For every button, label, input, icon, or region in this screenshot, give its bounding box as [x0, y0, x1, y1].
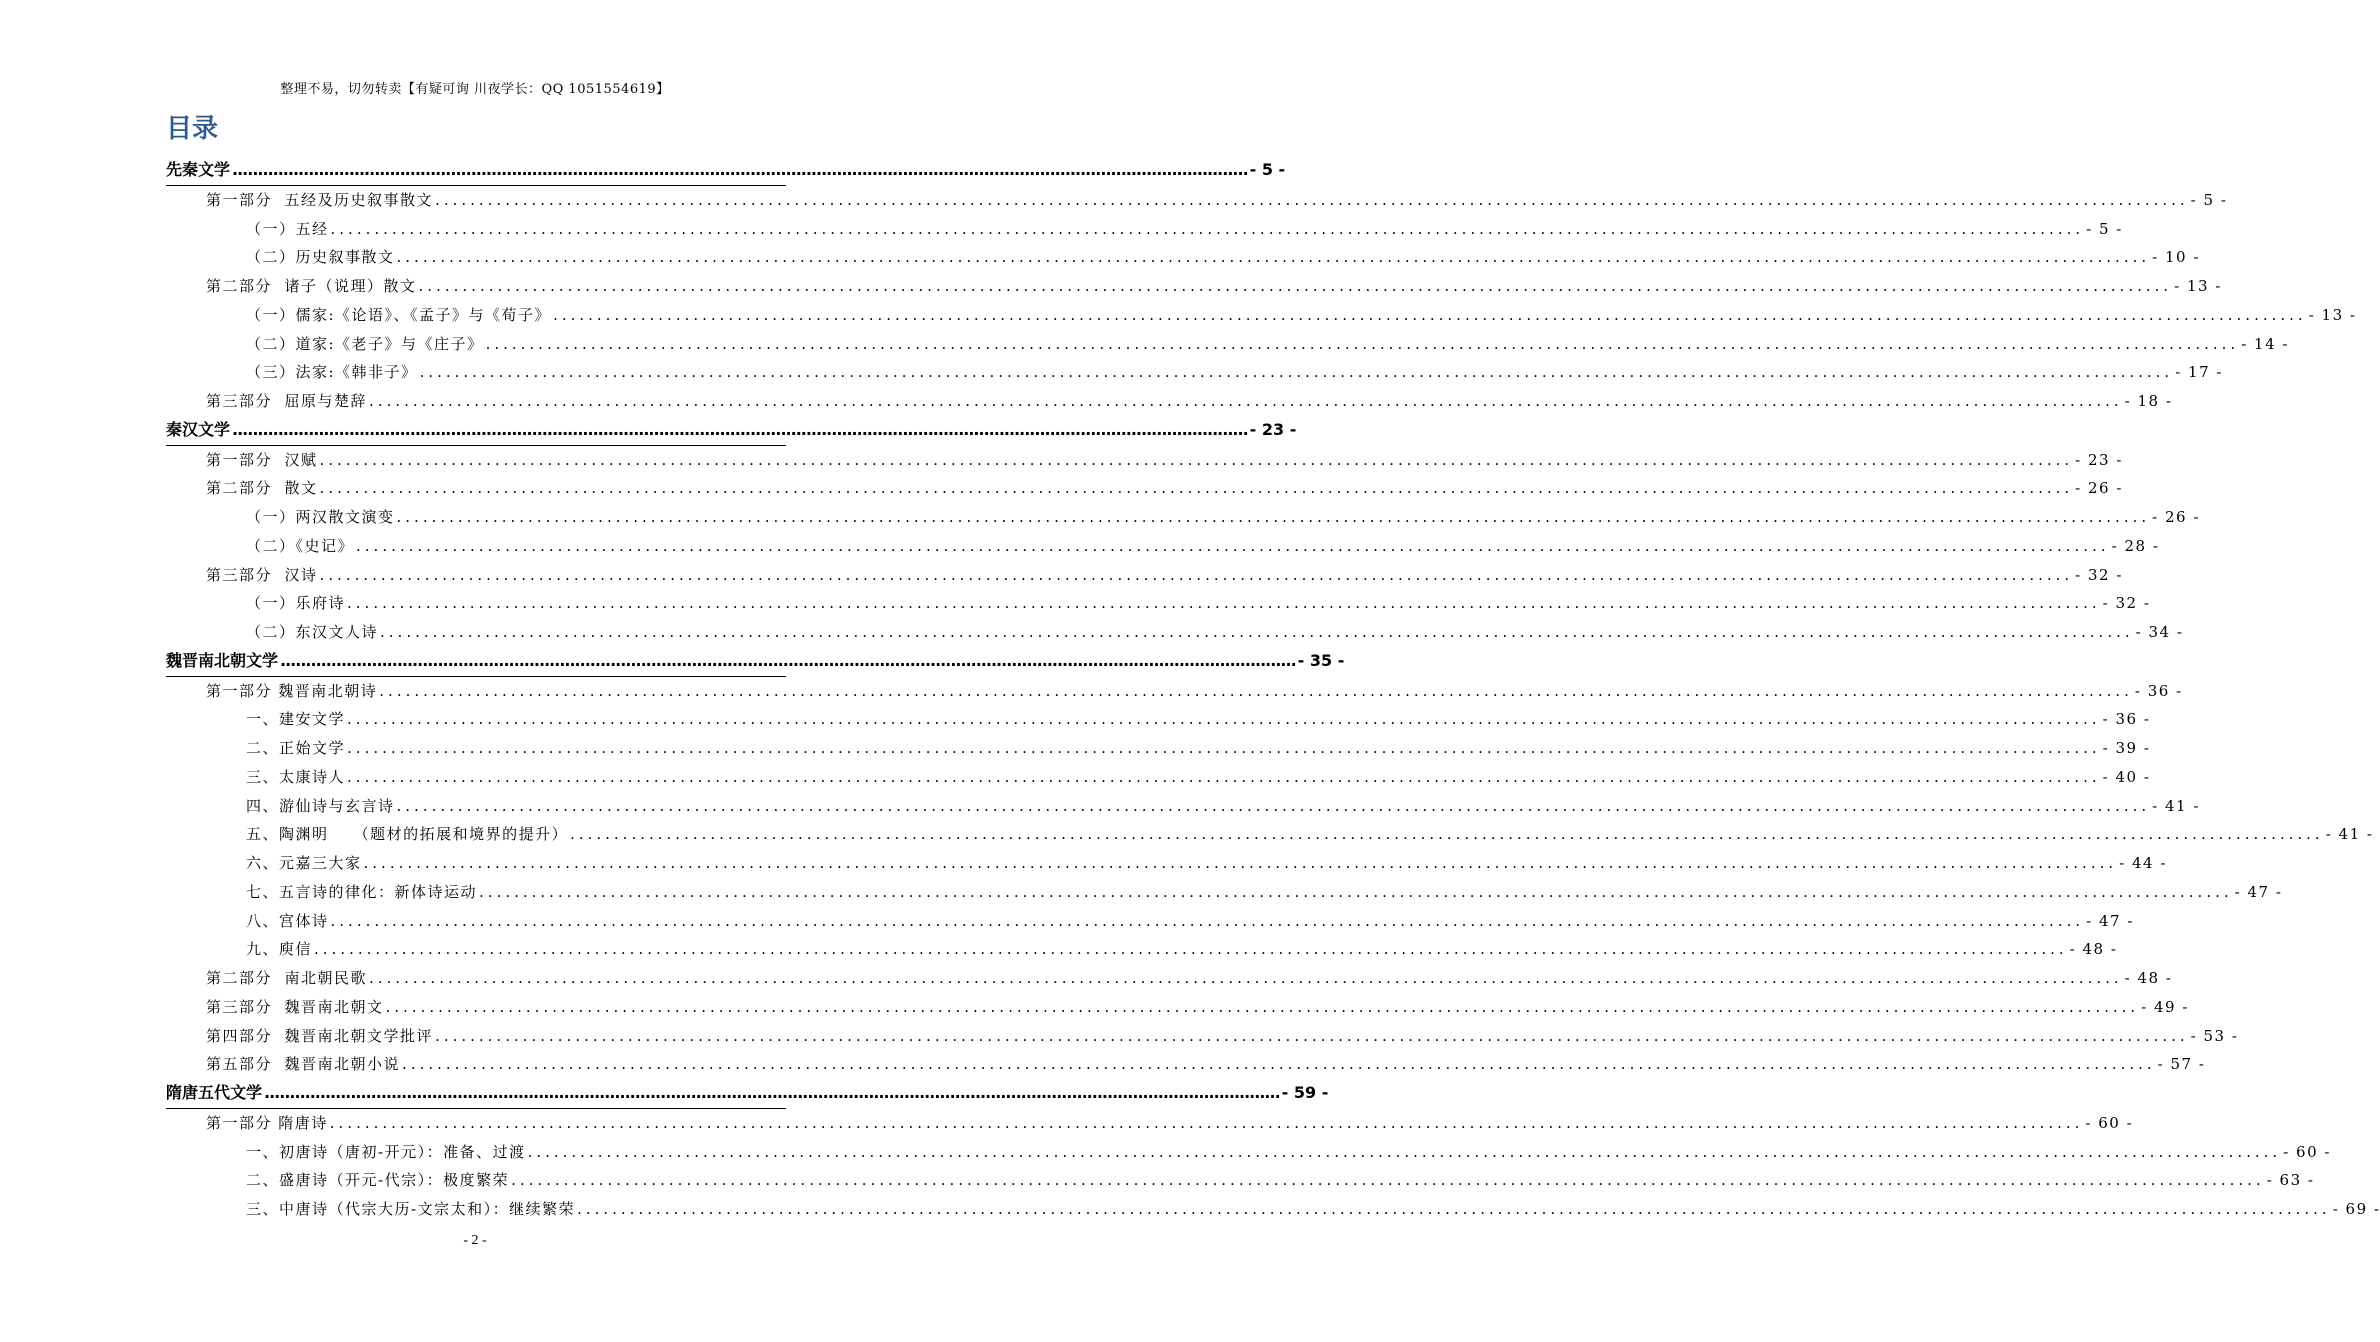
toc-entry-page: - 47 -: [2086, 911, 2134, 930]
toc-entry-page: - 13 -: [2308, 305, 2357, 324]
toc-entry[interactable]: [166, 387, 2173, 416]
toc-entry-page: - 69 -: [2332, 1200, 2380, 1218]
toc-leader-dots: ........................................................................................................................................................................................................: [319, 450, 2074, 469]
toc-entry[interactable]: [166, 416, 1297, 446]
toc-entry-page: - 59 -: [1281, 1083, 1329, 1102]
toc-entry-page: - 5 -: [2086, 219, 2123, 238]
toc-entry-label: （一）儒家:《论语》、《孟子》与《荀子》: [246, 305, 552, 324]
toc-entry-label: 第一部分 隋唐诗: [206, 1113, 328, 1132]
toc-leader-dots: ........................................................................................................................................................................................................: [577, 1200, 2331, 1218]
page-number-footer: - 2 -: [463, 1233, 487, 1248]
toc-entry-page: - 32 -: [2102, 594, 2151, 613]
toc-entry[interactable]: [166, 1138, 2331, 1167]
toc-leader-dots: ........................................................................................................................................................................................................: [369, 392, 2123, 410]
toc-entry-label: 一、建安文学: [246, 710, 346, 729]
toc-entry-page: - 49 -: [2141, 997, 2189, 1016]
toc-entry-page: - 39 -: [2102, 739, 2151, 757]
toc-entry-label: 魏晋南北朝文学: [166, 650, 279, 670]
toc-entry[interactable]: [166, 589, 2151, 618]
toc-entry-page: - 41 -: [2325, 825, 2374, 844]
toc-entry[interactable]: [166, 1109, 2134, 1138]
toc-leader-dots: ........................................................................................................................................................................................................: [347, 739, 2101, 757]
toc-entry-label: （二）《史记》: [246, 536, 355, 555]
toc-entry[interactable]: [166, 1166, 2315, 1195]
toc-entry[interactable]: [166, 532, 2160, 561]
toc-entry[interactable]: [166, 1050, 2206, 1079]
toc-leader-dots: ........................................................................................................................................................................................................: [396, 508, 2151, 526]
toc-entry[interactable]: [166, 243, 2200, 272]
toc-entry[interactable]: [166, 878, 2283, 907]
toc-entry[interactable]: [166, 156, 1286, 186]
toc-entry-page: - 60 -: [2085, 1113, 2134, 1132]
toc-entry-label: 第三部分 屈原与楚辞: [206, 392, 368, 410]
toc-entry-label: 三、太康诗人: [246, 767, 346, 786]
toc-entry-label: （三）法家:《韩非子》: [246, 363, 418, 382]
toc-leader-dots: ........................................................................................................................................................................................................: [379, 681, 2133, 700]
toc-entry-page: - 36 -: [2134, 681, 2183, 700]
toc-entry-label: 第二部分 诸子（说理）散文: [206, 277, 417, 295]
toc-entry[interactable]: [166, 446, 2123, 475]
toc-leader-dots: ........................................................................................................................................................................................................: [264, 1083, 1280, 1102]
toc-entry[interactable]: [166, 474, 2123, 503]
toc-leader-dots: ........................................................................................................................................................................................................: [314, 940, 2068, 959]
toc-leader-dots: ........................................................................................................................................................................................................: [396, 248, 2151, 267]
toc-entry-label: （二）道家:《老子》与《庄子》: [246, 334, 484, 353]
toc-entry-page: - 10 -: [2152, 248, 2200, 267]
toc-entry-label: （一）两汉散文演变: [246, 508, 395, 526]
toc-entry-page: - 48 -: [2124, 969, 2173, 987]
toc-entry-page: - 41 -: [2152, 796, 2200, 815]
toc-leader-dots: ........................................................................................................................................................................................................: [232, 419, 1248, 439]
toc-entry[interactable]: [166, 358, 2223, 387]
toc-leader-dots: ........................................................................................................................................................................................................: [330, 911, 2085, 930]
toc-leader-dots: ........................................................................................................................................................................................................: [329, 1113, 2084, 1132]
toc-leader-dots: ........................................................................................................................................................................................................: [527, 1142, 2282, 1161]
toc-entry-page: - 13 -: [2174, 277, 2222, 295]
toc-leader-dots: ........................................................................................................................................................................................................: [347, 710, 2101, 729]
toc-entry-label: 二、正始文学: [246, 739, 346, 757]
toc-entry-label: 五、陶渊明 （题材的拓展和境界的提升）: [246, 825, 569, 844]
toc-entry[interactable]: [166, 964, 2173, 993]
toc-entry-label: 第一部分 五经及历史叙事散文: [206, 190, 434, 209]
toc-entry-page: - 5 -: [1249, 160, 1286, 179]
toc-leader-dots: ........................................................................................................................................................................................................: [356, 536, 2110, 555]
toc-entry[interactable]: [166, 763, 2151, 792]
toc-leader-dots: ........................................................................................................................................................................................................: [330, 219, 2085, 238]
toc-leader-dots: ........................................................................................................................................................................................................: [319, 565, 2074, 584]
toc-entry-label: 先秦文学: [166, 160, 231, 179]
toc-leader-dots: ........................................................................................................................................................................................................: [232, 160, 1248, 179]
toc-entry[interactable]: [166, 215, 2123, 244]
toc-entry[interactable]: [166, 618, 2184, 647]
toc-entry-page: - 35 -: [1297, 650, 1345, 670]
toc-entry-page: - 60 -: [2283, 1142, 2331, 1161]
toc-entry[interactable]: [166, 792, 2200, 821]
toc-leader-dots: ........................................................................................................................................................................................................: [435, 1026, 2189, 1045]
toc-entry[interactable]: [166, 186, 2228, 215]
toc-entry[interactable]: [166, 330, 2289, 359]
toc-entry[interactable]: [166, 734, 2151, 763]
toc-leader-dots: ........................................................................................................................................................................................................: [418, 277, 2173, 295]
toc-leader-dots: ........................................................................................................................................................................................................: [485, 334, 2240, 353]
toc-entry[interactable]: [166, 907, 2134, 936]
toc-entry[interactable]: [166, 849, 2167, 878]
toc-leader-dots: ........................................................................................................................................................................................................: [347, 767, 2101, 786]
toc-entry-label: 八、宫体诗: [246, 911, 329, 930]
toc-entry-label: 隋唐五代文学: [166, 1083, 263, 1102]
toc-entry-label: 秦汉文学: [166, 419, 231, 439]
toc-entry-page: - 26 -: [2075, 479, 2123, 498]
toc-leader-dots: ........................................................................................................................................................................................................: [380, 623, 2134, 641]
toc-leader-dots: ........................................................................................................................................................................................................: [553, 305, 2307, 324]
toc-leader-dots: ........................................................................................................................................................................................................: [363, 854, 2118, 872]
toc-entry-label: （二）历史叙事散文: [246, 248, 395, 267]
toc-entry-label: （一）乐府诗: [246, 594, 346, 613]
toc-entry-page: - 26 -: [2152, 508, 2200, 526]
toc-entry-page: - 34 -: [2135, 623, 2184, 641]
toc-entry-page: - 63 -: [2266, 1171, 2315, 1190]
toc-leader-dots: ........................................................................................................................................................................................................: [385, 997, 2140, 1016]
toc-leader-dots: ........................................................................................................................................................................................................: [435, 190, 2189, 209]
toc-entry-label: 九、庾信: [246, 940, 313, 959]
toc-entry-page: - 57 -: [2157, 1055, 2206, 1074]
toc-entry-label: 七、五言诗的律化：新体诗运动: [246, 882, 478, 901]
toc-entry[interactable]: [166, 1195, 2380, 1224]
toc-entry-page: - 53 -: [2190, 1026, 2239, 1045]
table-of-contents: [166, 156, 2380, 1224]
toc-title: 目录: [166, 114, 219, 144]
toc-entry[interactable]: [166, 301, 2357, 330]
toc-entry[interactable]: [166, 935, 2118, 964]
toc-entry-label: （二）东汉文人诗: [246, 623, 379, 641]
toc-entry-page: - 5 -: [2190, 190, 2228, 209]
toc-entry[interactable]: [166, 1022, 2239, 1051]
toc-entry-label: 二、盛唐诗（开元-代宗）：极度繁荣: [246, 1171, 510, 1190]
toc-entry[interactable]: [166, 993, 2189, 1022]
toc-entry[interactable]: [166, 272, 2222, 301]
toc-entry-label: （一）五经: [246, 219, 329, 238]
toc-entry[interactable]: [166, 1079, 1329, 1109]
toc-leader-dots: ........................................................................................................................................................................................................: [319, 479, 2074, 498]
toc-entry-page: - 48 -: [2069, 940, 2118, 959]
toc-leader-dots: ........................................................................................................................................................................................................: [280, 650, 1296, 670]
toc-leader-dots: ........................................................................................................................................................................................................: [347, 594, 2101, 613]
toc-entry-label: 第二部分 散文: [206, 479, 318, 498]
toc-entry-page: - 28 -: [2111, 536, 2160, 555]
toc-entry-page: - 14 -: [2241, 334, 2289, 353]
toc-entry-page: - 40 -: [2102, 767, 2151, 786]
toc-entry-page: - 32 -: [2075, 565, 2123, 584]
toc-leader-dots: ........................................................................................................................................................................................................: [479, 882, 2233, 901]
toc-entry-page: - 47 -: [2234, 882, 2283, 901]
toc-entry-label: 六、元嘉三大家: [246, 854, 362, 872]
toc-leader-dots: ........................................................................................................................................................................................................: [396, 796, 2151, 815]
toc-entry[interactable]: [166, 705, 2151, 734]
toc-entry-page: - 17 -: [2175, 363, 2223, 382]
toc-entry[interactable]: [166, 677, 2183, 706]
toc-entry-page: - 23 -: [2075, 450, 2123, 469]
toc-entry-label: 第二部分 南北朝民歌: [206, 969, 368, 987]
toc-entry-label: 第五部分 魏晋南北朝小说: [206, 1055, 401, 1074]
toc-entry-label: 三、中唐诗（代宗大历-文宗太和）：继续繁荣: [246, 1200, 576, 1218]
toc-entry[interactable]: [166, 561, 2123, 590]
toc-entry-label: 第三部分 魏晋南北朝文: [206, 997, 384, 1016]
toc-entry-page: - 23 -: [1249, 419, 1297, 439]
toc-entry-label: 第一部分 汉赋: [206, 450, 318, 469]
toc-leader-dots: ........................................................................................................................................................................................................: [570, 825, 2324, 844]
header-note: 整理不易，切勿转卖【有疑可询 川夜学长：QQ 1051554619】: [280, 82, 670, 97]
toc-leader-dots: ........................................................................................................................................................................................................: [369, 969, 2123, 987]
toc-entry-label: 第一部分 魏晋南北朝诗: [206, 681, 378, 700]
toc-entry-label: 第四部分 魏晋南北朝文学批评: [206, 1026, 434, 1045]
toc-entry[interactable]: [166, 820, 2374, 849]
toc-entry-label: 一、初唐诗（唐初-开元）：准备、过渡: [246, 1142, 526, 1161]
toc-entry-label: 第三部分 汉诗: [206, 565, 318, 584]
toc-leader-dots: ........................................................................................................................................................................................................: [402, 1055, 2156, 1074]
toc-entry[interactable]: [166, 647, 1345, 677]
toc-entry-page: - 18 -: [2124, 392, 2173, 410]
toc-entry-page: - 44 -: [2119, 854, 2167, 872]
toc-entry[interactable]: [166, 503, 2200, 532]
toc-entry-page: - 36 -: [2102, 710, 2151, 729]
toc-leader-dots: ........................................................................................................................................................................................................: [419, 363, 2174, 382]
toc-leader-dots: ........................................................................................................................................................................................................: [511, 1171, 2265, 1190]
toc-entry-label: 四、游仙诗与玄言诗: [246, 796, 395, 815]
